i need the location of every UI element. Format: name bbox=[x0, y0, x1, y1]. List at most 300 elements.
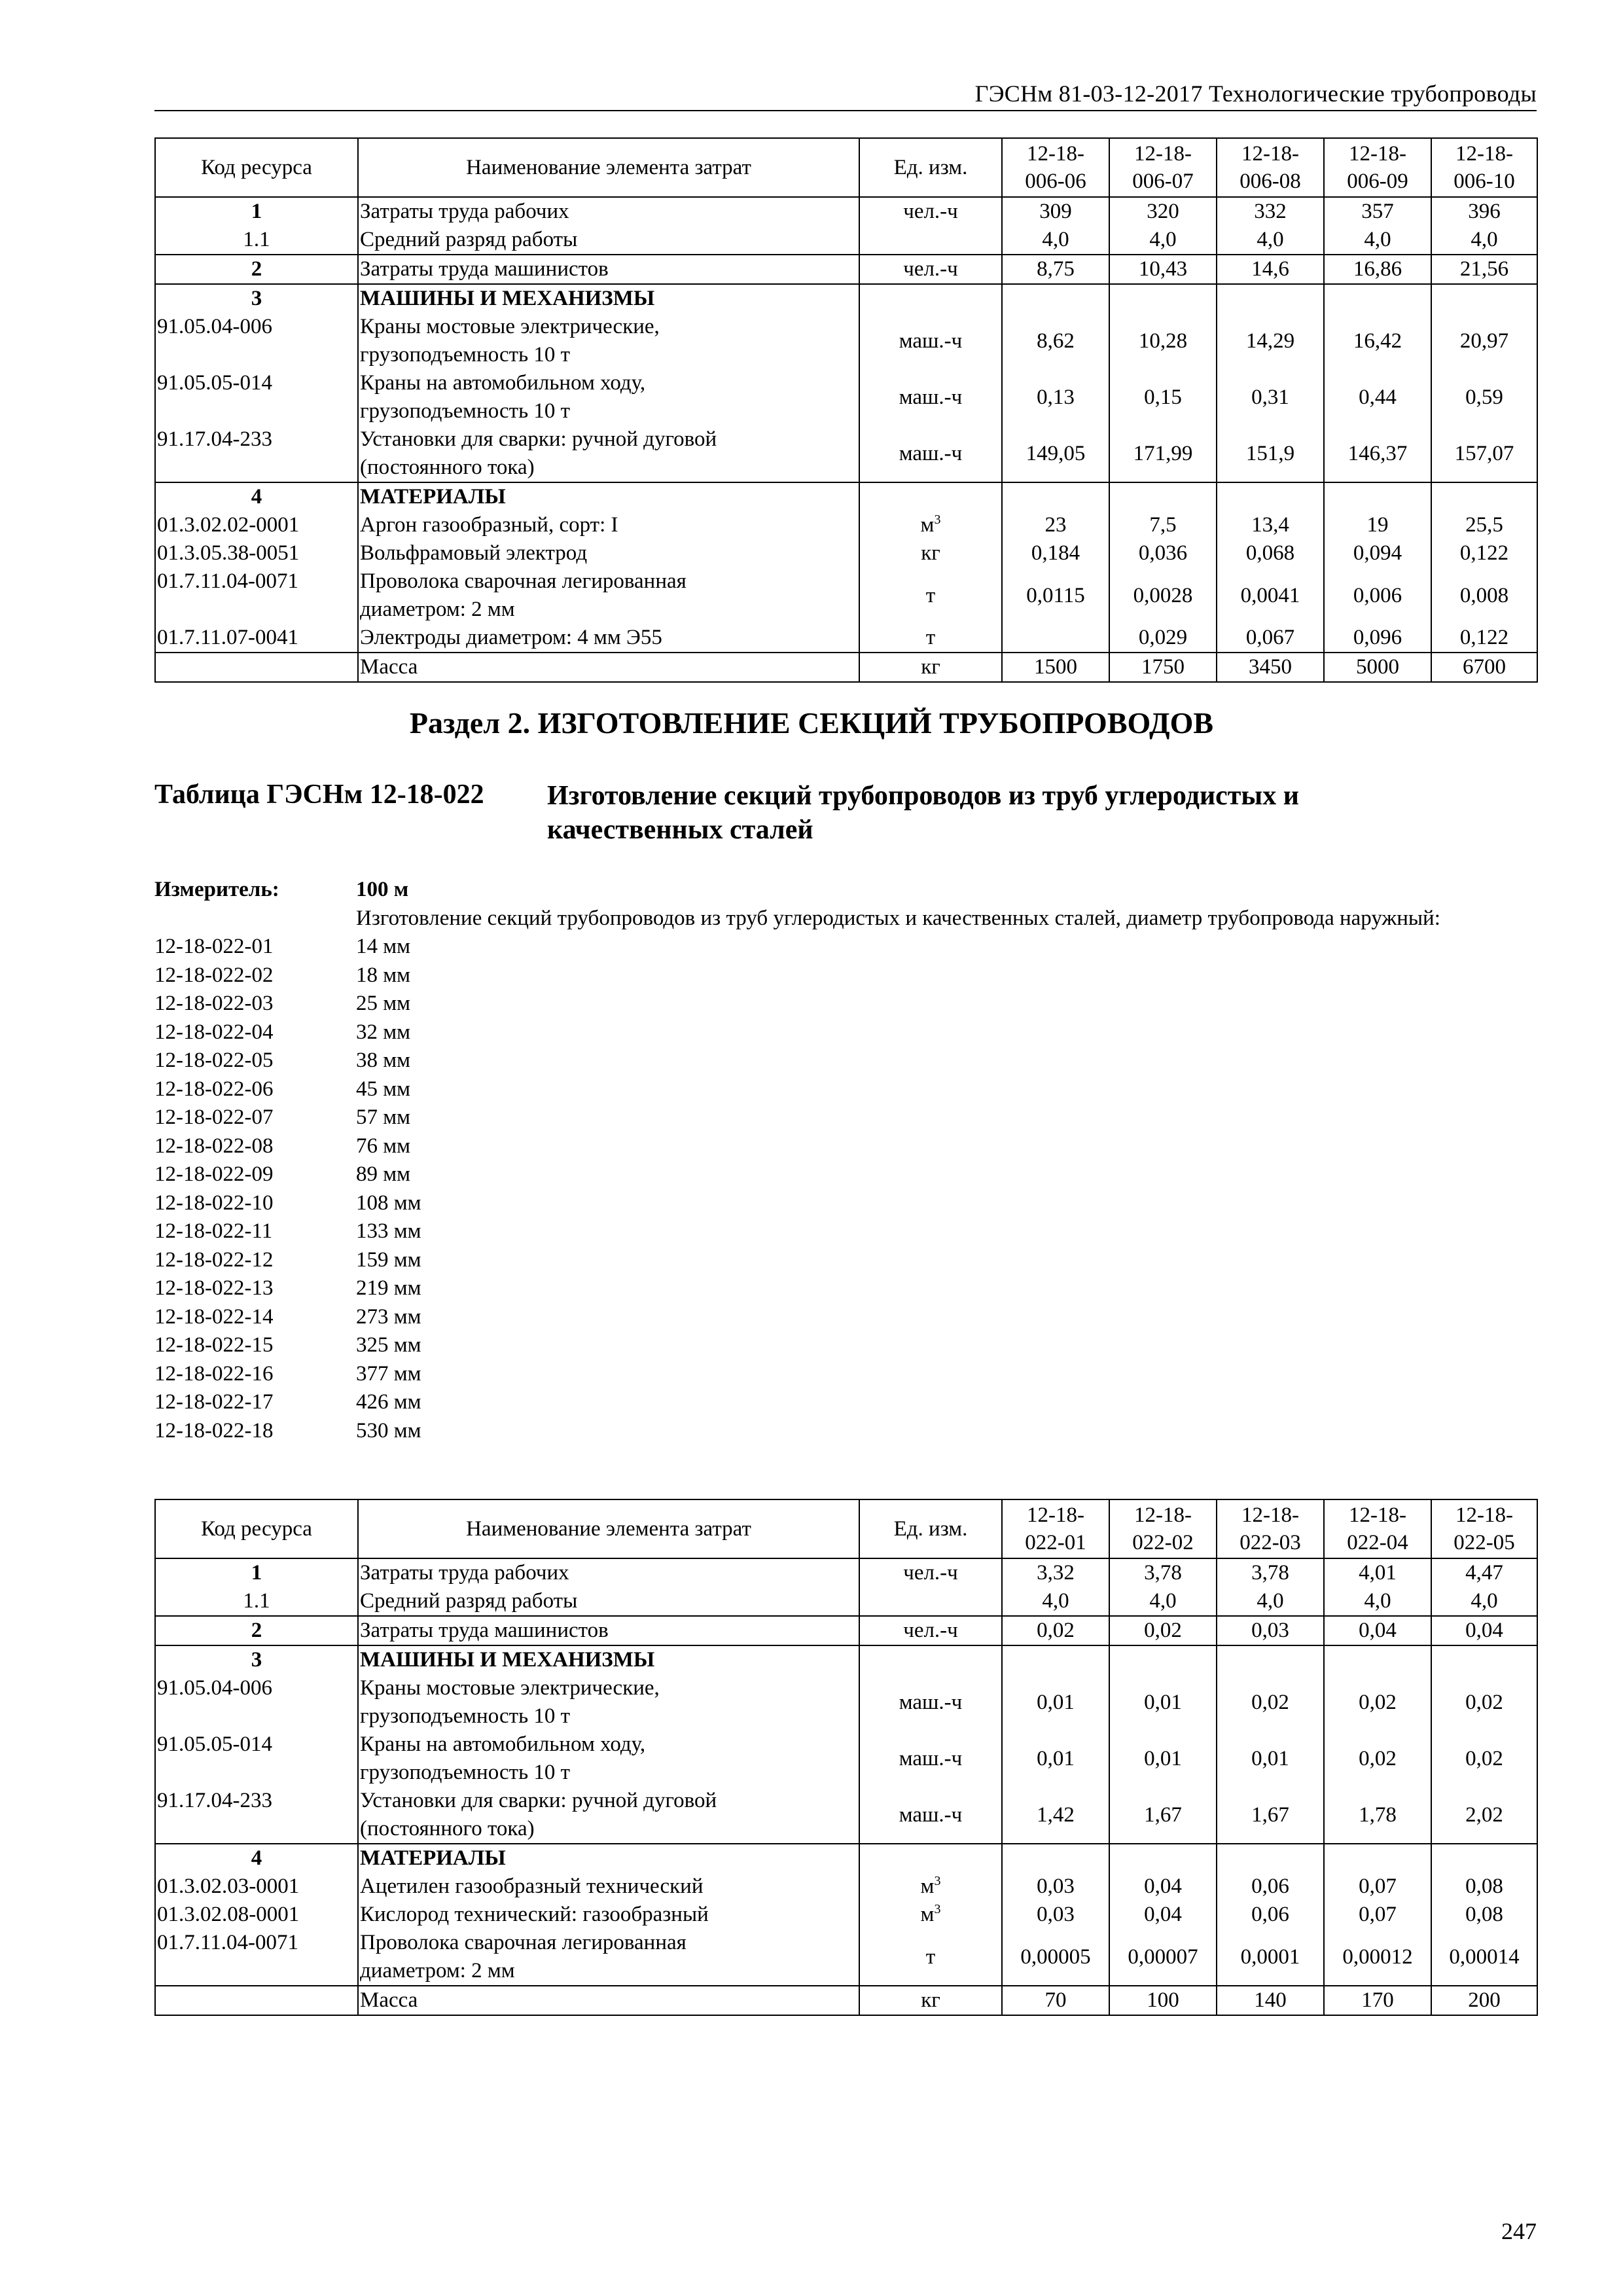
table-row bbox=[155, 1901, 1537, 1929]
resource-name: Краны на автомобильном ходу, грузоподъемность 10 т bbox=[358, 1731, 859, 1787]
measurer-item bbox=[154, 1018, 1537, 1047]
resource-value: 0,006 bbox=[1324, 567, 1431, 624]
measurer-item-code: 12-18-022-11 bbox=[154, 1219, 273, 1243]
measurer-item-code: 12-18-022-07 bbox=[154, 1105, 274, 1129]
resource-unit: маш.-ч bbox=[859, 1674, 1002, 1731]
resource-code bbox=[155, 653, 358, 682]
resource-unit: $м^3$ bbox=[859, 1873, 1002, 1901]
resource-value: 20,97 bbox=[1431, 313, 1537, 369]
resource-unit: чел.-ч bbox=[859, 1558, 1002, 1587]
header-col: 12-18- 022-02 bbox=[1109, 1499, 1217, 1558]
resource-code: 01.7.11.04-0071 bbox=[155, 1929, 358, 1986]
resource-value: 3,78 bbox=[1109, 1558, 1217, 1587]
resource-value: 0,008 bbox=[1431, 567, 1537, 624]
resource-unit: чел.-ч bbox=[859, 197, 1002, 226]
resource-name: Кислород технический: газообразный bbox=[358, 1901, 859, 1929]
measurer-item bbox=[154, 1217, 1537, 1246]
resource-value: 0,31 bbox=[1217, 369, 1324, 425]
resource-value: 8,75 bbox=[1002, 255, 1109, 284]
resource-name: МАШИНЫ И МЕХАНИЗМЫ bbox=[358, 1645, 859, 1674]
measurer-item-value: 159 мм bbox=[356, 1247, 421, 1272]
measurer-item-value: 377 мм bbox=[356, 1361, 421, 1386]
resource-code bbox=[155, 1986, 358, 2015]
resource-value: 0,02 bbox=[1431, 1731, 1537, 1787]
resource-value: 0,13 bbox=[1002, 369, 1109, 425]
table-header-row bbox=[155, 138, 1537, 197]
resource-unit: т bbox=[859, 624, 1002, 653]
table-row bbox=[155, 226, 1537, 255]
empty-cell bbox=[1217, 284, 1324, 313]
resource-value: 0,02 bbox=[1324, 1674, 1431, 1731]
header-title: ГЭСНм 81-03-12-2017 Технологические трубопроводы bbox=[974, 81, 1537, 107]
measurer-item bbox=[154, 1331, 1537, 1360]
header-col: 12-18- 022-05 bbox=[1431, 1499, 1537, 1558]
resource-code: 1 bbox=[155, 197, 358, 226]
resource-value: 0,08 bbox=[1431, 1873, 1537, 1901]
measurer-item-code: 12-18-022-13 bbox=[154, 1276, 274, 1300]
resource-name: МАТЕРИАЛЫ bbox=[358, 1844, 859, 1873]
measurer-item-code: 12-18-022-14 bbox=[154, 1304, 274, 1329]
header-col: 12-18- 022-01 bbox=[1002, 1499, 1109, 1558]
table-row bbox=[155, 1844, 1537, 1873]
resource-value: 151,9 bbox=[1217, 425, 1324, 482]
resource-value: 14,29 bbox=[1217, 313, 1324, 369]
resource-value: 5000 bbox=[1324, 653, 1431, 682]
resource-value: 3,32 bbox=[1002, 1558, 1109, 1587]
table-row bbox=[155, 255, 1537, 284]
empty-cell bbox=[1217, 482, 1324, 511]
table-caption-label: Таблица ГЭСНм 12-18-022 bbox=[154, 780, 484, 810]
table-row bbox=[155, 1645, 1537, 1674]
resource-unit: кг bbox=[859, 539, 1002, 567]
table-caption-description: Изготовление секций трубопроводов из труб углеродистых и качественных сталей bbox=[547, 781, 1299, 845]
resource-unit: маш.-ч bbox=[859, 425, 1002, 482]
measurer-item-code: 12-18-022-12 bbox=[154, 1247, 274, 1272]
resource-code: 01.3.05.38-0051 bbox=[155, 539, 358, 567]
resource-value: 0,0041 bbox=[1217, 567, 1324, 624]
resource-code: 1.1 bbox=[155, 1587, 358, 1616]
measurer-item-value: 426 мм bbox=[356, 1390, 421, 1414]
resource-code: 01.3.02.02-0001 bbox=[155, 511, 358, 539]
measurer-item-value: 530 мм bbox=[356, 1418, 421, 1443]
measurer-item-value: 45 мм bbox=[356, 1077, 411, 1101]
resource-value: 0,02 bbox=[1109, 1616, 1217, 1645]
empty-cell bbox=[1431, 1844, 1537, 1873]
resource-name: Масса bbox=[358, 653, 859, 682]
resource-code: 01.7.11.07-0041 bbox=[155, 624, 358, 653]
resource-name: Электроды диаметром: 4 мм Э55 bbox=[358, 624, 859, 653]
resource-value: 16,86 bbox=[1324, 255, 1431, 284]
header-col: 12-18- 006-10 bbox=[1431, 138, 1537, 197]
measurer-item bbox=[154, 1075, 1537, 1104]
table-row bbox=[155, 539, 1537, 567]
empty-cell bbox=[1324, 1645, 1431, 1674]
resource-value: 0,036 bbox=[1109, 539, 1217, 567]
measurer-item-value: 219 мм bbox=[356, 1276, 421, 1300]
table-row bbox=[155, 313, 1537, 369]
resource-unit: маш.-ч bbox=[859, 313, 1002, 369]
measurer-item-code: 12-18-022-03 bbox=[154, 992, 274, 1015]
table-row bbox=[155, 197, 1537, 226]
measurer-label: Измеритель: bbox=[154, 878, 279, 901]
resource-value: 0,00007 bbox=[1109, 1929, 1217, 1986]
resource-value: 0,02 bbox=[1431, 1674, 1537, 1731]
resource-code: 3 bbox=[155, 1645, 358, 1674]
measurer-item-value: 57 мм bbox=[356, 1105, 411, 1129]
empty-cell bbox=[859, 482, 1002, 511]
table-row bbox=[155, 482, 1537, 511]
table-row bbox=[155, 1587, 1537, 1616]
empty-cell bbox=[1002, 1645, 1109, 1674]
measurer-item bbox=[154, 1417, 1537, 1446]
resource-value: 10,28 bbox=[1109, 313, 1217, 369]
resource-unit: т bbox=[859, 1929, 1002, 1986]
resource-value: 4,0 bbox=[1217, 226, 1324, 255]
resource-value: 16,42 bbox=[1324, 313, 1431, 369]
resource-code: 91.17.04-233 bbox=[155, 1787, 358, 1844]
resource-code: 91.17.04-233 bbox=[155, 425, 358, 482]
resource-value: 0,03 bbox=[1002, 1901, 1109, 1929]
resource-value: 4,01 bbox=[1324, 1558, 1431, 1587]
table-row bbox=[155, 1929, 1537, 1986]
header-code: Код ресурса bbox=[155, 138, 358, 197]
measurer-item-code: 12-18-022-04 bbox=[154, 1020, 274, 1044]
resource-name: Краны на автомобильном ходу, грузоподъемность 10 т bbox=[358, 369, 859, 425]
resource-name: Затраты труда машинистов bbox=[358, 255, 859, 284]
resource-unit: маш.-ч bbox=[859, 369, 1002, 425]
resource-value: 21,56 bbox=[1431, 255, 1537, 284]
resource-name: Установки для сварки: ручной дуговой (постоянного тока) bbox=[358, 425, 859, 482]
measurer-item-value: 32 мм bbox=[356, 1020, 411, 1044]
header-col: 12-18- 006-06 bbox=[1002, 138, 1109, 197]
measurer-item-code: 12-18-022-08 bbox=[154, 1134, 274, 1158]
header-col: 12-18- 022-04 bbox=[1324, 1499, 1431, 1558]
table-row bbox=[155, 624, 1537, 653]
measurer-unit: 100 м bbox=[356, 878, 409, 901]
measurer-item-code: 12-18-022-17 bbox=[154, 1390, 274, 1414]
resource-unit: чел.-ч bbox=[859, 255, 1002, 284]
header-col: 12-18- 022-03 bbox=[1217, 1499, 1324, 1558]
measurer-item bbox=[154, 1303, 1537, 1332]
table-row bbox=[155, 1558, 1537, 1587]
resource-unit: кг bbox=[859, 653, 1002, 682]
header-name: Наименование элемента затрат bbox=[358, 138, 859, 197]
measurer-item-value: 25 мм bbox=[356, 992, 411, 1015]
resource-value: 0,067 bbox=[1217, 624, 1324, 653]
resource-value: 0,01 bbox=[1109, 1731, 1217, 1787]
measurer-item-value: 273 мм bbox=[356, 1304, 421, 1329]
measurer-item bbox=[154, 1388, 1537, 1417]
measurer-item-code: 12-18-022-18 bbox=[154, 1418, 274, 1443]
resource-value: 0,122 bbox=[1431, 539, 1537, 567]
resource-value: 0,01 bbox=[1002, 1731, 1109, 1787]
resource-value: 4,0 bbox=[1431, 1587, 1537, 1616]
empty-cell bbox=[1431, 482, 1537, 511]
resource-name: МАШИНЫ И МЕХАНИЗМЫ bbox=[358, 284, 859, 313]
resource-value: 4,0 bbox=[1217, 1587, 1324, 1616]
resource-name: Вольфрамовый электрод bbox=[358, 539, 859, 567]
empty-cell bbox=[1002, 284, 1109, 313]
resource-value: 332 bbox=[1217, 197, 1324, 226]
resource-code: 3 bbox=[155, 284, 358, 313]
resource-value: 70 bbox=[1002, 1986, 1109, 2015]
resource-code: 2 bbox=[155, 1616, 358, 1645]
resource-unit: кг bbox=[859, 1986, 1002, 2015]
measurer-item-code: 12-18-022-06 bbox=[154, 1077, 274, 1101]
resource-value: 140 bbox=[1217, 1986, 1324, 2015]
table-row bbox=[155, 653, 1537, 682]
resource-unit bbox=[859, 226, 1002, 255]
resource-table-1 bbox=[154, 137, 1538, 683]
resource-value: 0,00012 bbox=[1324, 1929, 1431, 1986]
measurer-item-value: 325 мм bbox=[356, 1333, 421, 1357]
header-col: 12-18- 006-07 bbox=[1109, 138, 1217, 197]
measurer-item-value: 89 мм bbox=[356, 1162, 411, 1186]
resource-value: 0,02 bbox=[1217, 1674, 1324, 1731]
header-unit: Ед. изм. bbox=[859, 1499, 1002, 1558]
resource-value: 13,4 bbox=[1217, 511, 1324, 539]
resource-value: 0,068 bbox=[1217, 539, 1324, 567]
resource-code: 1.1 bbox=[155, 226, 358, 255]
measurer-item-code: 12-18-022-01 bbox=[154, 935, 274, 958]
resource-value: 200 bbox=[1431, 1986, 1537, 2015]
resource-value: 146,37 bbox=[1324, 425, 1431, 482]
section-title: Раздел 2. ИЗГОТОВЛЕНИЕ СЕКЦИЙ ТРУБОПРОВОДОВ bbox=[409, 706, 1214, 740]
resource-value: 4,0 bbox=[1431, 226, 1537, 255]
resource-code: 01.3.02.08-0001 bbox=[155, 1901, 358, 1929]
resource-value: 0,096 bbox=[1324, 624, 1431, 653]
measurer-item bbox=[154, 1160, 1537, 1189]
page-header bbox=[154, 77, 1537, 111]
measurer-item-value: 38 мм bbox=[356, 1049, 411, 1072]
resource-unit: маш.-ч bbox=[859, 1787, 1002, 1844]
table-row bbox=[155, 1674, 1537, 1731]
resource-value: 0,122 bbox=[1431, 624, 1537, 653]
resource-value: 0,0115 bbox=[1002, 567, 1109, 624]
resource-value: 0,04 bbox=[1324, 1616, 1431, 1645]
resource-name: Средний разряд работы bbox=[358, 1587, 859, 1616]
resource-value: 171,99 bbox=[1109, 425, 1217, 482]
resource-value: 14,6 bbox=[1217, 255, 1324, 284]
empty-cell bbox=[859, 1844, 1002, 1873]
resource-value: 7,5 bbox=[1109, 511, 1217, 539]
empty-cell bbox=[859, 284, 1002, 313]
resource-value: 0,01 bbox=[1002, 1674, 1109, 1731]
resource-unit: $м^3$ bbox=[859, 511, 1002, 539]
measurer-item bbox=[154, 1047, 1537, 1075]
measurer-item-value: 108 мм bbox=[356, 1191, 421, 1215]
table-row bbox=[155, 511, 1537, 539]
empty-cell bbox=[1324, 284, 1431, 313]
page-number: 247 bbox=[1501, 2218, 1537, 2244]
resource-code: 2 bbox=[155, 255, 358, 284]
resource-value: 0,03 bbox=[1002, 1873, 1109, 1901]
resource-name: Масса bbox=[358, 1986, 859, 2015]
resource-name: Краны мостовые электрические, грузоподъемность 10 т bbox=[358, 1674, 859, 1731]
resource-code: 4 bbox=[155, 1844, 358, 1873]
table-row bbox=[155, 567, 1537, 624]
resource-value: 0,02 bbox=[1002, 1616, 1109, 1645]
resource-name: Ацетилен газообразный технический bbox=[358, 1873, 859, 1901]
resource-value: 2,02 bbox=[1431, 1787, 1537, 1844]
resource-value: 149,05 bbox=[1002, 425, 1109, 482]
table-row bbox=[155, 1616, 1537, 1645]
resource-value: 0,01 bbox=[1217, 1731, 1324, 1787]
resource-value: 0,03 bbox=[1217, 1616, 1324, 1645]
empty-cell bbox=[1217, 1844, 1324, 1873]
resource-name: Затраты труда машинистов bbox=[358, 1616, 859, 1645]
measurer-item bbox=[154, 1132, 1537, 1161]
measurer-block bbox=[154, 876, 1537, 1445]
resource-value: 0,15 bbox=[1109, 369, 1217, 425]
resource-value: 0,184 bbox=[1002, 539, 1109, 567]
resource-value: 320 bbox=[1109, 197, 1217, 226]
empty-cell bbox=[1002, 1844, 1109, 1873]
resource-value: 1750 bbox=[1109, 653, 1217, 682]
header-code: Код ресурса bbox=[155, 1499, 358, 1558]
resource-unit: маш.-ч bbox=[859, 1731, 1002, 1787]
resource-value: 10,43 bbox=[1109, 255, 1217, 284]
measurer-item bbox=[154, 1103, 1537, 1132]
resource-unit: чел.-ч bbox=[859, 1616, 1002, 1645]
resource-unit: $м^3$ bbox=[859, 1901, 1002, 1929]
resource-value: 0,59 bbox=[1431, 369, 1537, 425]
resource-value: 0,02 bbox=[1324, 1731, 1431, 1787]
resource-value: 3450 bbox=[1217, 653, 1324, 682]
table-row bbox=[155, 1873, 1537, 1901]
resource-value: 6700 bbox=[1431, 653, 1537, 682]
empty-cell bbox=[1431, 284, 1537, 313]
measurer-item bbox=[154, 1360, 1537, 1389]
table-row bbox=[155, 425, 1537, 482]
resource-value: 23 bbox=[1002, 511, 1109, 539]
resource-value: 100 bbox=[1109, 1986, 1217, 2015]
resource-code: 91.05.05-014 bbox=[155, 1731, 358, 1787]
resource-table-2 bbox=[154, 1499, 1538, 2016]
measurer-item-value: 133 мм bbox=[356, 1219, 421, 1243]
resource-name: Затраты труда рабочих bbox=[358, 1558, 859, 1587]
resource-value bbox=[1002, 624, 1109, 653]
resource-code: 91.05.05-014 bbox=[155, 369, 358, 425]
resource-unit: т bbox=[859, 567, 1002, 624]
resource-value: 170 bbox=[1324, 1986, 1431, 2015]
measurer-item-code: 12-18-022-02 bbox=[154, 963, 274, 987]
resource-value: 0,07 bbox=[1324, 1873, 1431, 1901]
resource-value: 357 bbox=[1324, 197, 1431, 226]
measurer-item-value: 14 мм bbox=[356, 935, 411, 958]
resource-value: 0,00014 bbox=[1431, 1929, 1537, 1986]
resource-name: Проволока сварочная легированная диаметром: 2 мм bbox=[358, 567, 859, 624]
measurer-item-value: 76 мм bbox=[356, 1134, 411, 1158]
resource-value: 0,0028 bbox=[1109, 567, 1217, 624]
resource-value: 4,0 bbox=[1324, 1587, 1431, 1616]
resource-value: 1,67 bbox=[1109, 1787, 1217, 1844]
resource-value: 4,0 bbox=[1109, 226, 1217, 255]
empty-cell bbox=[1109, 1844, 1217, 1873]
measurer-description: Изготовление секций трубопроводов из труб углеродистых и качественных сталей, диаметр трубопровода наружный: bbox=[356, 906, 1440, 930]
header-name: Наименование элемента затрат bbox=[358, 1499, 859, 1558]
resource-value: 0,07 bbox=[1324, 1901, 1431, 1929]
empty-cell bbox=[1109, 1645, 1217, 1674]
resource-value: 8,62 bbox=[1002, 313, 1109, 369]
measurer-item-code: 12-18-022-16 bbox=[154, 1361, 274, 1386]
measurer-item-code: 12-18-022-10 bbox=[154, 1191, 274, 1215]
empty-cell bbox=[1109, 482, 1217, 511]
resource-name: Затраты труда рабочих bbox=[358, 197, 859, 226]
resource-value: 4,0 bbox=[1324, 226, 1431, 255]
resource-value: 0,01 bbox=[1109, 1674, 1217, 1731]
resource-code: 01.3.02.03-0001 bbox=[155, 1873, 358, 1901]
resource-name: Средний разряд работы bbox=[358, 226, 859, 255]
measurer-item bbox=[154, 1189, 1537, 1218]
header-col: 12-18- 006-08 bbox=[1217, 138, 1324, 197]
resource-value: 0,04 bbox=[1109, 1901, 1217, 1929]
resource-name: Краны мостовые электрические, грузоподъемность 10 т bbox=[358, 313, 859, 369]
resource-value: 0,00005 bbox=[1002, 1929, 1109, 1986]
resource-value: 0,06 bbox=[1217, 1873, 1324, 1901]
resource-value: 25,5 bbox=[1431, 511, 1537, 539]
resource-code: 91.05.04-006 bbox=[155, 313, 358, 369]
resource-value: 0,44 bbox=[1324, 369, 1431, 425]
measurer-item-code: 12-18-022-15 bbox=[154, 1333, 274, 1357]
resource-code: 4 bbox=[155, 482, 358, 511]
table-row bbox=[155, 1986, 1537, 2015]
resource-value: 4,47 bbox=[1431, 1558, 1537, 1587]
resource-name: МАТЕРИАЛЫ bbox=[358, 482, 859, 511]
resource-value: 0,04 bbox=[1109, 1873, 1217, 1901]
empty-cell bbox=[1324, 482, 1431, 511]
measurer-item-value: 18 мм bbox=[356, 963, 411, 987]
resource-value: 3,78 bbox=[1217, 1558, 1324, 1587]
resource-value: 19 bbox=[1324, 511, 1431, 539]
resource-value: 0,0001 bbox=[1217, 1929, 1324, 1986]
resource-value: 0,08 bbox=[1431, 1901, 1537, 1929]
table-row bbox=[155, 1787, 1537, 1844]
resource-value: 4,0 bbox=[1002, 226, 1109, 255]
measurer-item bbox=[154, 961, 1537, 990]
resource-value: 0,094 bbox=[1324, 539, 1431, 567]
resource-value: 309 bbox=[1002, 197, 1109, 226]
measurer-item bbox=[154, 933, 1537, 961]
measurer-item-code: 12-18-022-09 bbox=[154, 1162, 274, 1186]
resource-value: 396 bbox=[1431, 197, 1537, 226]
resource-name: Установки для сварки: ручной дуговой (постоянного тока) bbox=[358, 1787, 859, 1844]
resource-value: 1500 bbox=[1002, 653, 1109, 682]
measurer-item bbox=[154, 1246, 1537, 1275]
table-row bbox=[155, 1731, 1537, 1787]
resource-value: 0,04 bbox=[1431, 1616, 1537, 1645]
resource-unit bbox=[859, 1587, 1002, 1616]
resource-value: 4,0 bbox=[1002, 1587, 1109, 1616]
table-header-row bbox=[155, 1499, 1537, 1558]
measurer-item-code: 12-18-022-05 bbox=[154, 1049, 274, 1072]
resource-value: 0,029 bbox=[1109, 624, 1217, 653]
table-row bbox=[155, 284, 1537, 313]
resource-value: 4,0 bbox=[1109, 1587, 1217, 1616]
resource-code: 1 bbox=[155, 1558, 358, 1587]
empty-cell bbox=[1217, 1645, 1324, 1674]
empty-cell bbox=[1109, 284, 1217, 313]
resource-code: 01.7.11.04-0071 bbox=[155, 567, 358, 624]
empty-cell bbox=[1324, 1844, 1431, 1873]
measurer-item bbox=[154, 990, 1537, 1018]
resource-name: Аргон газообразный, сорт: I bbox=[358, 511, 859, 539]
measurer-item bbox=[154, 1274, 1537, 1303]
header-col: 12-18- 006-09 bbox=[1324, 138, 1431, 197]
empty-cell bbox=[1002, 482, 1109, 511]
empty-cell bbox=[1431, 1645, 1537, 1674]
resource-value: 157,07 bbox=[1431, 425, 1537, 482]
